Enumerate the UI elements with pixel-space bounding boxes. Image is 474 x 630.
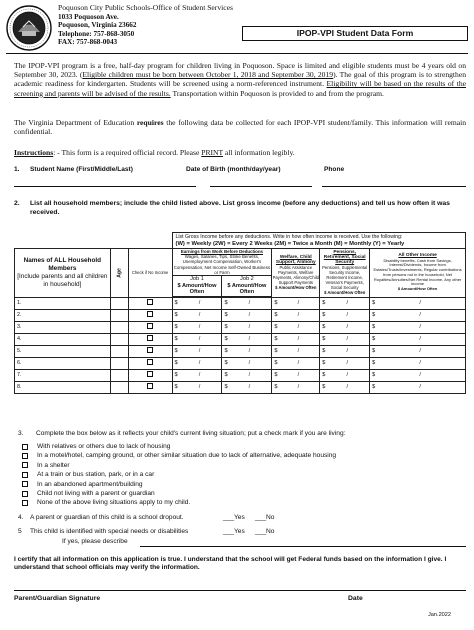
dollar-sign: $	[322, 312, 326, 319]
dollar-sign: $	[224, 336, 228, 343]
living-situation-option	[22, 498, 336, 507]
dollar-sign: $	[274, 384, 278, 391]
q3-number: 3.	[18, 430, 24, 437]
header-divider	[6, 53, 468, 54]
form-title: IPOP-VPI Student Data Form	[242, 26, 468, 41]
no-income-cell	[128, 345, 172, 357]
no-income-checkbox[interactable]	[147, 299, 153, 305]
income-cell[interactable]	[320, 309, 370, 321]
frequency-slash: /	[198, 300, 201, 307]
household-rows	[15, 297, 466, 393]
q2-row	[14, 200, 462, 216]
signature-label: Parent/Guardian Signature	[14, 595, 101, 602]
age-cell[interactable]	[110, 333, 128, 345]
frequency-slash: /	[297, 324, 300, 331]
row-number: 2.	[17, 312, 22, 319]
earnings-subheader: Wages, Salaries, Tips, Strike Benefits, Unemployment Compensation, Worker's Compensation, Net Income Self-Owned Business or Farm	[173, 254, 271, 275]
org-name: Poquoson City Public Schools-Office of Student Services	[58, 3, 233, 12]
dollar-sign: $	[322, 300, 326, 307]
frequency-slash: /	[419, 360, 421, 367]
phone-label: Phone	[324, 166, 345, 173]
no-income-cell	[128, 309, 172, 321]
row-number: 5.	[17, 348, 22, 355]
dollar-sign: $	[224, 384, 228, 391]
income-cell[interactable]	[370, 309, 466, 321]
welfare-header-cell	[272, 249, 320, 298]
student-name-field[interactable]	[14, 186, 196, 187]
table-row	[15, 333, 466, 345]
q5-number: 5	[18, 528, 22, 535]
frequency-slash: /	[297, 372, 300, 379]
living-situation-option	[22, 489, 336, 498]
income-cell[interactable]	[272, 333, 320, 345]
dollar-sign: $	[322, 336, 326, 343]
member-name-cell[interactable]	[15, 381, 111, 393]
intro-paragraph	[14, 61, 466, 98]
dollar-sign: $	[372, 360, 376, 367]
frequency-slash: /	[198, 360, 201, 367]
earnings-header-cell	[172, 249, 272, 276]
table-row	[15, 357, 466, 369]
frequency-slash: /	[198, 312, 201, 319]
no-income-cell	[128, 333, 172, 345]
instructions	[14, 148, 466, 157]
income-cell[interactable]	[172, 309, 222, 321]
eligibility-dates: Eligible children must be born between October 1, 2018 and September 30, 2019	[82, 70, 334, 80]
no-income-cell	[128, 381, 172, 393]
income-cell[interactable]	[172, 357, 222, 369]
household-income-table	[14, 232, 466, 394]
vdoe-text-a: The Virginia Department of Education	[14, 118, 137, 127]
income-cell[interactable]	[320, 369, 370, 381]
member-name-cell[interactable]	[15, 357, 111, 369]
vdoe-paragraph	[14, 118, 466, 136]
age-cell[interactable]	[110, 357, 128, 369]
frequency-slash: /	[198, 384, 201, 391]
living-situation-option	[22, 451, 336, 460]
living-situation-checkbox[interactable]	[22, 472, 28, 478]
income-cell[interactable]	[320, 333, 370, 345]
income-cell[interactable]	[272, 357, 320, 369]
income-cell[interactable]	[222, 357, 272, 369]
dollar-sign: $	[174, 312, 178, 319]
living-situation-label: At a train or bus station, park, or in a car	[37, 471, 155, 479]
dollar-sign: $	[274, 348, 278, 355]
dollar-sign: $	[224, 300, 228, 307]
income-cell[interactable]	[172, 321, 222, 333]
frequency-slash: /	[248, 336, 251, 343]
intro-text-b: ). The goal of this program is to strengthen academic readiness for kindergarten. Students will be screened using a norm-referenced instrument.	[14, 70, 466, 89]
age-header: Age	[116, 268, 123, 278]
frequency-slash: /	[419, 384, 421, 391]
frequency-slash: /	[419, 300, 421, 307]
instructions-label: Instructions	[14, 148, 54, 157]
table-row	[15, 381, 466, 393]
job2-header: Job 2	[240, 276, 254, 283]
living-situation-label: In an abandoned apartment/building	[37, 480, 143, 488]
q5-no[interactable]: ___No	[255, 528, 275, 535]
income-cell[interactable]	[172, 369, 222, 381]
no-income-cell	[128, 369, 172, 381]
dollar-sign: $	[372, 336, 376, 343]
frequency-slash: /	[297, 300, 300, 307]
frequency-slash: /	[248, 372, 251, 379]
frequency-slash: /	[346, 384, 349, 391]
living-situation-checkbox[interactable]	[22, 500, 28, 506]
age-cell[interactable]	[110, 321, 128, 333]
income-cell[interactable]	[222, 345, 272, 357]
welfare-header: Welfare, Child Support, Alimony	[275, 255, 316, 266]
dollar-sign: $	[372, 372, 376, 379]
dollar-sign: $	[322, 384, 326, 391]
letterhead	[58, 4, 233, 47]
phone-field[interactable]	[322, 186, 466, 187]
table-row	[15, 321, 466, 333]
instructions-text-a: : - This form is a required official record. Please	[53, 148, 202, 157]
income-cell[interactable]	[222, 321, 272, 333]
income-cell[interactable]	[172, 333, 222, 345]
frequency-slash: /	[346, 300, 349, 307]
earnings-header: Earnings from Work Before Deductions	[180, 249, 263, 254]
income-cell[interactable]	[222, 297, 272, 309]
telephone: Telephone: 757-868-3050	[58, 29, 135, 38]
living-situation-checkbox[interactable]	[22, 491, 28, 497]
frequency-slash: /	[248, 384, 251, 391]
frequency-slash: /	[297, 312, 300, 319]
other-header: All Other Income	[398, 252, 437, 258]
frequency-slash: /	[346, 360, 349, 367]
table-row	[15, 345, 466, 357]
vdoe-requires: requires	[136, 118, 164, 127]
living-situation-option	[22, 470, 336, 479]
member-name-cell[interactable]	[15, 309, 111, 321]
welfare-amount-label: $ Amount/How Often	[275, 285, 317, 291]
frequency-slash: /	[346, 348, 349, 355]
dob-field[interactable]	[210, 186, 312, 187]
age-cell[interactable]	[110, 297, 128, 309]
income-cell[interactable]	[272, 381, 320, 393]
names-subheader: [Include parents and all children in household]	[17, 272, 108, 288]
q3-text: Complete the box below as it reflects your child's current living situation; put a check mark if you are living:	[36, 430, 346, 437]
frequency-slash: /	[346, 336, 349, 343]
instructions-text-b: all information legibly.	[223, 148, 295, 157]
age-cell[interactable]	[110, 309, 128, 321]
row-number: 8.	[17, 384, 22, 391]
other-amount-label: $ Amount/How Often	[397, 286, 438, 292]
member-name-cell[interactable]	[15, 297, 111, 309]
age-header-cell	[110, 249, 128, 298]
dollar-sign: $	[174, 360, 178, 367]
frequency-slash: /	[346, 312, 349, 319]
no-income-cell	[128, 357, 172, 369]
dollar-sign: $	[274, 372, 278, 379]
frequency-slash: /	[248, 324, 251, 331]
dollar-sign: $	[224, 348, 228, 355]
pensions-amount-label: $ Amount/How Often	[324, 290, 366, 296]
income-cell[interactable]	[320, 345, 370, 357]
welfare-subheader: Public Assistance Payments, Welfare Payments, Alimony/Child Support Payments	[272, 265, 319, 286]
frequency-slash: /	[198, 348, 201, 355]
school-seal-logo	[6, 5, 52, 51]
dollar-sign: $	[274, 360, 278, 367]
no-income-checkbox[interactable]	[147, 311, 153, 317]
member-name-cell[interactable]	[15, 333, 111, 345]
income-cell[interactable]	[320, 357, 370, 369]
no-income-cell	[128, 297, 172, 309]
q4-yes[interactable]: ___Yes	[223, 514, 245, 521]
income-instructions-cell	[172, 233, 465, 249]
frequency-slash: /	[419, 336, 421, 343]
income-instructions: List Gross Income before any deductions. Write in how often income is received. Use the following:	[175, 234, 403, 241]
frequency-slash: /	[419, 372, 421, 379]
no-income-cell	[128, 321, 172, 333]
q5-yes[interactable]: ___Yes	[223, 528, 245, 535]
income-cell[interactable]	[272, 369, 320, 381]
dollar-sign: $	[372, 324, 376, 331]
row-number: 4.	[17, 336, 22, 343]
income-cell[interactable]	[370, 333, 466, 345]
dollar-sign: $	[274, 300, 278, 307]
q4-number: 4.	[18, 514, 24, 521]
frequency-slash: /	[248, 348, 251, 355]
instructions-print: PRINT	[201, 148, 224, 157]
living-situation-options	[22, 442, 336, 508]
names-header: Names of ALL Household Members	[23, 256, 102, 272]
income-cell[interactable]	[172, 345, 222, 357]
income-cell[interactable]	[320, 321, 370, 333]
dollar-sign: $	[174, 372, 178, 379]
dob-label: Date of Birth (month/day/year)	[186, 166, 281, 173]
student-name-label: Student Name (First/Middle/Last)	[30, 166, 133, 173]
table-row	[15, 369, 466, 381]
dollar-sign: $	[224, 324, 228, 331]
row-number: 1.	[17, 300, 22, 307]
q5-text: This child is identified with special needs or disabilities	[30, 528, 189, 535]
row-number: 3.	[17, 324, 22, 331]
frequency-slash: /	[248, 360, 251, 367]
income-cell[interactable]	[222, 369, 272, 381]
income-cell[interactable]	[272, 309, 320, 321]
income-cell[interactable]	[370, 345, 466, 357]
dollar-sign: $	[174, 336, 178, 343]
living-situation-checkbox[interactable]	[22, 453, 28, 459]
no-income-checkbox[interactable]	[147, 335, 153, 341]
member-name-cell[interactable]	[15, 345, 111, 357]
dollar-sign: $	[322, 324, 326, 331]
q5-row	[18, 528, 458, 535]
no-income-checkbox[interactable]	[147, 323, 153, 329]
living-situation-label: In a motel/hotel, camping ground, or other similar situation due to lack of alternative, adequate housing	[37, 452, 337, 460]
income-cell[interactable]	[320, 381, 370, 393]
income-cell[interactable]	[370, 297, 466, 309]
living-situation-option	[22, 480, 336, 489]
signature-field[interactable]	[14, 590, 466, 591]
income-cell[interactable]	[172, 297, 222, 309]
income-cell[interactable]	[222, 309, 272, 321]
frequency-legend: (W) = Weekly (2W) = Every 2 Weeks (2M) = Twice a Month (M) = Monthly (Y) = Yearly	[175, 240, 405, 247]
q4-text: A parent or guardian of this child is a school dropout.	[30, 514, 184, 521]
frequency-slash: /	[297, 348, 300, 355]
q4-no[interactable]: ___No	[255, 514, 275, 521]
frequency-slash: /	[198, 372, 201, 379]
q5-describe-field[interactable]	[140, 546, 466, 547]
address-line-2: Poquoson, Virginia 23662	[58, 21, 137, 30]
date-label: Date	[348, 595, 363, 602]
income-cell[interactable]	[370, 357, 466, 369]
q2-number: 2.	[14, 200, 20, 207]
q4-row	[18, 514, 458, 521]
job2-amount-label: $ Amount/How Often	[227, 282, 267, 296]
frequency-slash: /	[297, 336, 300, 343]
intro-text-c: Transportation within Poquoson is provided to and from the program.	[170, 88, 384, 98]
dollar-sign: $	[274, 324, 278, 331]
dollar-sign: $	[224, 372, 228, 379]
living-situation-checkbox[interactable]	[22, 444, 28, 450]
living-situation-checkbox[interactable]	[22, 481, 28, 487]
income-cell[interactable]	[370, 369, 466, 381]
job2-header-cell	[222, 276, 272, 297]
vdoe-text-b: the following data be collected for each IPOP-VPI student/family. This information will remain confidential.	[14, 118, 466, 137]
living-situation-option	[22, 461, 336, 470]
q1-number: 1.	[14, 166, 20, 173]
frequency-slash: /	[248, 312, 251, 319]
frequency-slash: /	[419, 348, 421, 355]
frequency-slash: /	[297, 360, 300, 367]
pensions-header-cell	[320, 249, 370, 298]
q2-text: List all household members; include the child listed above. List gross income (before any deductions) and tell us how often it was received.	[30, 200, 450, 216]
address-line-1: 1033 Poquoson Ave.	[58, 12, 119, 21]
dollar-sign: $	[372, 348, 376, 355]
income-cell[interactable]	[272, 345, 320, 357]
income-cell[interactable]	[272, 297, 320, 309]
q5-followup-label: If yes, please describe	[62, 538, 128, 545]
no-income-checkbox[interactable]	[147, 383, 153, 389]
living-situation-label: In a shelter	[37, 461, 70, 469]
table-row	[15, 297, 466, 309]
row-number: 6.	[17, 360, 22, 367]
other-header-cell	[370, 249, 466, 298]
dollar-sign: $	[274, 312, 278, 319]
dollar-sign: $	[174, 300, 178, 307]
eligibility-note: Eligibility will be based on the results of the screening and parents will be advised of the results.	[14, 79, 467, 98]
q1-row	[14, 166, 466, 173]
living-situation-label: Child not living with a parent or guardian	[37, 489, 155, 497]
age-cell[interactable]	[110, 369, 128, 381]
dollar-sign: $	[174, 348, 178, 355]
dollar-sign: $	[224, 360, 228, 367]
no-income-header: Check if No Income	[128, 249, 172, 298]
intro-text-a: The IPOP-VPI program is a free, half-day program for children living in Poquoson. Space is limited and eligible students must be 4 years old on September 30, 2023. (	[14, 61, 466, 80]
living-situation-label: With relatives or others due to lack of housing	[37, 443, 171, 450]
income-cell[interactable]	[370, 321, 466, 333]
income-cell[interactable]	[222, 381, 272, 393]
names-header-cell	[15, 249, 111, 298]
revision-date: Jan.2022	[428, 612, 452, 618]
job1-header: Job 1	[190, 276, 204, 283]
dollar-sign: $	[224, 312, 228, 319]
dollar-sign: $	[174, 324, 178, 331]
member-name-cell[interactable]	[15, 369, 111, 381]
income-cell[interactable]	[370, 381, 466, 393]
frequency-slash: /	[198, 336, 201, 343]
table-corner	[15, 233, 173, 249]
dollar-sign: $	[372, 384, 376, 391]
pensions-subheader: Pensions, Supplemental Security Income, Retirement Income, Veteran's Payments, Social Security	[322, 265, 368, 291]
certification-statement: I certify that all information on this application is true. I understand that the school will get Federal funds based on the information I give. I understand that school officials may verify the information.	[14, 556, 447, 572]
dollar-sign: $	[174, 384, 178, 391]
frequency-slash: /	[346, 372, 349, 379]
frequency-slash: /	[198, 324, 201, 331]
frequency-slash: /	[419, 324, 421, 331]
living-situation-checkbox[interactable]	[22, 462, 28, 468]
no-income-checkbox[interactable]	[147, 371, 153, 377]
living-situation-option	[22, 442, 336, 451]
income-cell[interactable]	[272, 321, 320, 333]
age-cell[interactable]	[110, 345, 128, 357]
pensions-header: Pensions, Retirement, Social Security	[323, 250, 366, 266]
frequency-slash: /	[297, 384, 300, 391]
income-cell[interactable]	[320, 297, 370, 309]
job1-header-cell	[172, 276, 222, 297]
job1-amount-label: $ Amount/How Often	[177, 282, 217, 296]
income-cell[interactable]	[222, 333, 272, 345]
age-cell[interactable]	[110, 381, 128, 393]
dollar-sign: $	[322, 348, 326, 355]
frequency-slash: /	[419, 312, 421, 319]
frequency-slash: /	[346, 324, 349, 331]
no-income-checkbox[interactable]	[147, 359, 153, 365]
dollar-sign: $	[322, 360, 326, 367]
other-subheader: Disability benefits, Cash from Savings, Interest/Dividends, Income from Estates/Trusts/Investments, Regular contributions from persons not in the household, Net Royalties/Annuities/Net Rental Income, Any other income	[373, 257, 462, 287]
fax: FAX: 757-868-0043	[58, 38, 118, 47]
dollar-sign: $	[274, 336, 278, 343]
living-situation-label: None of the above living situations apply to my child.	[37, 499, 191, 507]
frequency-slash: /	[248, 300, 251, 307]
income-cell[interactable]	[172, 381, 222, 393]
member-name-cell[interactable]	[15, 321, 111, 333]
table-row	[15, 309, 466, 321]
dollar-sign: $	[322, 372, 326, 379]
dollar-sign: $	[372, 300, 376, 307]
dollar-sign: $	[372, 312, 376, 319]
row-number: 7.	[17, 372, 22, 379]
no-income-checkbox[interactable]	[147, 347, 153, 353]
